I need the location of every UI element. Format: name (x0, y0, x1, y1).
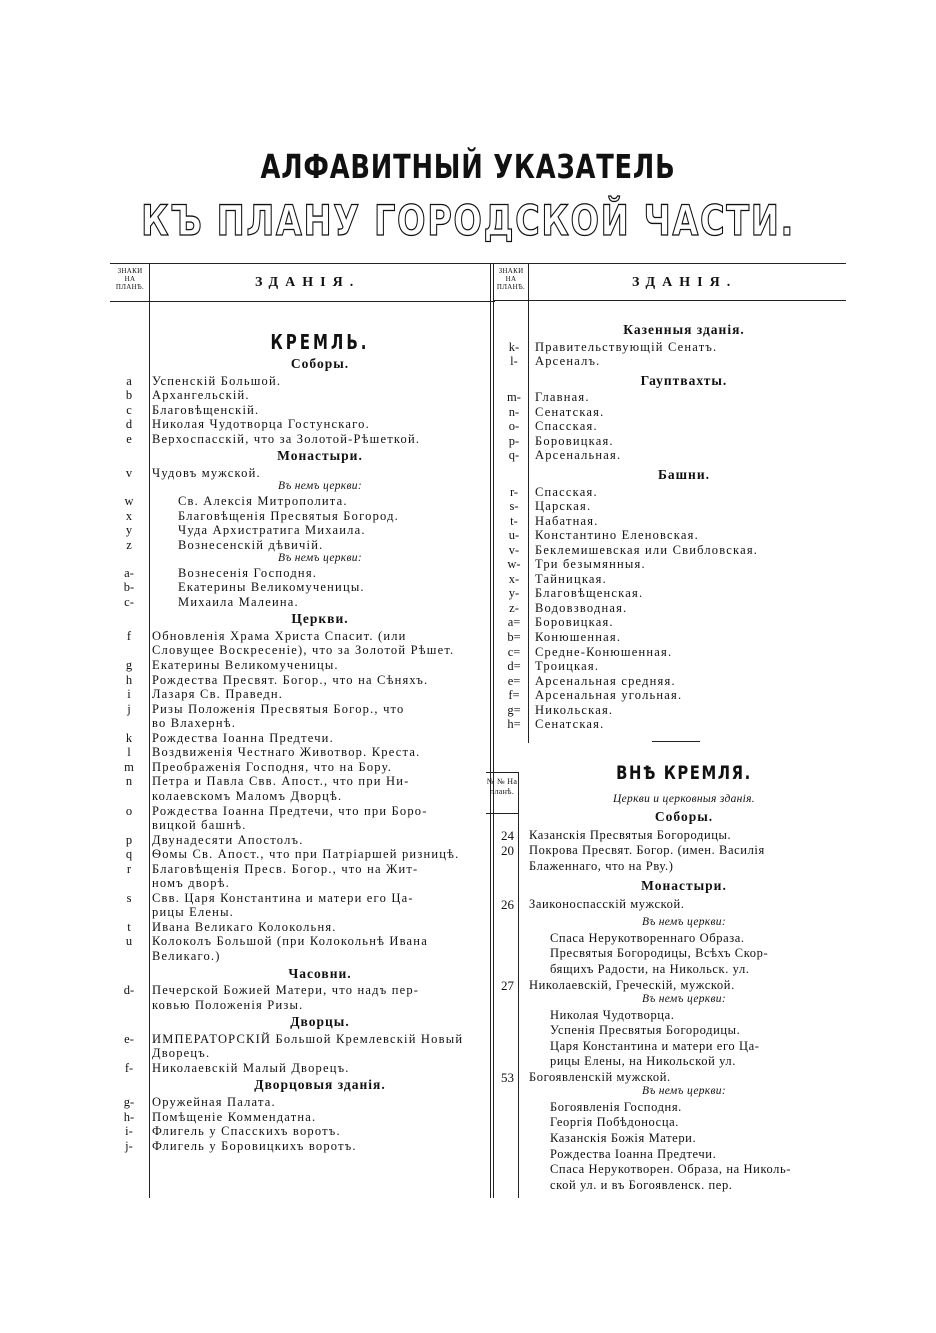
sub-heading: Въ немъ церкви: (642, 1085, 726, 1098)
section-heading: Дворцовыя зданія. (254, 1077, 386, 1093)
left-header-rule (110, 301, 495, 302)
list-item-text-cont: бящихъ Радости, на Никольск. ул. (550, 961, 750, 976)
list-item-mark: o- (508, 419, 520, 434)
num-header: № № На планѣ. (486, 777, 518, 796)
list-item-text: Чудовъ мужской. (152, 465, 261, 480)
sub-heading: Въ немъ церкви: (278, 552, 362, 565)
list-item-text: Ризы Положенія Пресвятыя Богор., что (152, 701, 405, 716)
list-item-text: Царская. (535, 499, 592, 514)
list-item-mark: e (126, 431, 132, 446)
list-item-text-cont: Дворецъ. (152, 1046, 211, 1061)
list-item-text: Николая Чудотворца. (550, 1007, 675, 1022)
list-item-number: 20 (501, 843, 514, 859)
section-divider-rule (652, 741, 700, 742)
list-item-text-cont: номъ дворѣ. (152, 876, 230, 891)
list-item-mark: w (124, 493, 134, 508)
list-item-text: Св. Алексія Митрополита. (178, 493, 348, 508)
list-item-text-cont: ковью Положенія Ризы. (152, 997, 304, 1012)
list-item-mark: h (125, 672, 133, 687)
column-divider-a (490, 263, 491, 1198)
list-item-text: Верхоспасскій, что за Золотой-Рѣшеткой. (152, 431, 421, 446)
left-buildings-header: ЗДАНІЯ. (255, 275, 361, 290)
list-item-mark: j (127, 701, 131, 716)
list-item-number: 27 (501, 977, 514, 993)
list-item-text: Благовѣщенія Пресвятыя Богород. (178, 508, 399, 523)
list-item-text: Спасская. (535, 484, 598, 499)
list-item-text: Арсенальная. (535, 448, 622, 463)
list-item-mark: o (125, 803, 133, 818)
list-item-mark: n (125, 774, 133, 789)
list-item-mark: v- (508, 542, 520, 557)
list-item-mark: h= (507, 717, 521, 732)
list-item-text: Чуда Архистратига Михаила. (178, 523, 366, 538)
list-item-text: Сенатская. (535, 717, 605, 732)
list-item-text: Николаевскій, Греческій, мужской. (529, 977, 735, 992)
list-item-text: Ѳомы Св. Апост., что при Патріаршей ризницѣ. (152, 847, 460, 862)
list-item-mark: p (125, 832, 133, 847)
list-item-mark: f (126, 628, 132, 643)
list-item-text: Богоявленія Господня. (550, 1099, 682, 1114)
list-item-mark: a (126, 373, 132, 388)
section-heading: Казенныя зданія. (623, 322, 745, 337)
list-item-text: Арсенальная угольная. (535, 688, 683, 703)
list-item-mark: g (125, 658, 133, 672)
list-item-mark: g= (507, 702, 521, 717)
list-item-mark: w- (507, 557, 521, 572)
list-item-text: Рождества Іоанна Предтечи, что при Боро- (152, 803, 428, 818)
list-item-mark: m- (507, 390, 521, 405)
list-item-text: Казанскія Божія Матери. (550, 1131, 697, 1145)
list-item-text: Спаса Нерукотворен. Образа, на Николь- (550, 1162, 792, 1177)
list-item-mark: i- (125, 1124, 133, 1139)
list-item-text: Обновленія Храма Христа Спасит. (или (152, 628, 407, 643)
list-item-text: Георгія Побѣдоносца. (550, 1115, 679, 1130)
list-item-mark: z- (509, 600, 519, 615)
list-item-text: Заиконоспасскій мужской. (529, 896, 685, 911)
list-item-mark: z (126, 537, 132, 552)
list-item-mark: k (125, 730, 133, 745)
right-marks-header: ЗНАКИ НА ПЛАНѢ. (496, 267, 526, 291)
list-item-text: Успенскій Большой. (152, 373, 282, 388)
section-heading: Гауптвахты. (640, 372, 728, 388)
list-item-text: Арсеналъ. (535, 354, 601, 369)
list-item-mark: y- (508, 586, 520, 601)
list-item-mark: m (124, 759, 134, 774)
kreml-heading: КРЕМЛЬ. (270, 330, 370, 354)
list-item-text: Архангельскій. (152, 388, 250, 403)
list-item-mark: e= (507, 673, 521, 688)
list-item-text: Царя Константина и матери его Ца- (550, 1038, 760, 1053)
list-item-mark: b= (507, 630, 521, 644)
list-item-text: Флигель у Боровицкихъ воротъ. (152, 1138, 357, 1153)
list-item-mark: y (125, 523, 133, 538)
list-item-text: Беклемишевская или Свибловская. (535, 542, 759, 557)
list-item-text: ИМПЕРАТОРСКІЙ Большой Кремлевскій Новый (152, 1031, 464, 1046)
list-item-text: Флигель у Спасскихъ воротъ. (152, 1124, 341, 1139)
list-item-mark: u- (508, 528, 520, 543)
list-item-mark: t- (510, 513, 518, 528)
list-item-text: Сенатская. (535, 404, 605, 419)
list-item-text: Николая Чудотворца Гостунскаго. (152, 417, 370, 432)
right-buildings-header: ЗДАНІЯ. (632, 275, 738, 290)
vne-subheading: Церкви и церковныя зданія. (613, 793, 755, 805)
list-item-mark: d (125, 417, 133, 432)
list-item-text-cont: Блаженнаго, что на Рву.) (529, 858, 674, 873)
section-heading: Монастыри. (277, 448, 363, 464)
section-heading: Дворцы. (290, 1014, 350, 1030)
list-item-text: Оружейная Палата. (152, 1094, 276, 1109)
list-item-mark: s (126, 890, 132, 905)
sub-heading: Въ немъ церкви: (278, 480, 362, 493)
list-item-text: Спасская. (535, 419, 598, 434)
list-item-mark: k- (508, 339, 520, 354)
list-item-text: Казанскія Пресвятыя Богородицы. (529, 827, 732, 842)
list-item-text: Печерской Божией Матери, что надъ пер- (152, 983, 420, 998)
list-item-text: Арсенальная средняя. (535, 673, 676, 688)
list-item-mark: f- (124, 1060, 134, 1075)
list-item-text: Екатерины Великомученицы. (178, 580, 365, 595)
list-item-mark: q- (508, 448, 520, 463)
sub-heading: Въ немъ церкви: (642, 993, 726, 1006)
list-item-mark: s- (509, 499, 519, 514)
table-top-rule (110, 263, 846, 264)
list-item-mark: j- (125, 1138, 133, 1153)
list-item-mark: r (126, 861, 132, 876)
list-item-mark: f= (508, 688, 520, 703)
section-heading: Монастыри. (641, 878, 727, 894)
list-item-text: Константино Еленовская. (535, 528, 699, 543)
list-item-text: Благовѣщенія Пресв. Богор., что на Жит- (152, 861, 419, 876)
list-item-text: Благовѣщенскій. (152, 402, 260, 417)
list-item-text: Покрова Пресвят. Богор. (имен. Василія (529, 843, 765, 858)
list-item-text: Николаевскій Малый Дворецъ. (152, 1060, 350, 1075)
list-item-text: Водовзводная. (535, 600, 628, 615)
list-item-text: Екатерины Великомученицы. (152, 658, 339, 672)
list-item-text: Боровицкая. (535, 615, 614, 630)
list-item-mark: c= (507, 644, 521, 659)
list-item-text: Правительствующій Сенатъ. (535, 339, 718, 354)
list-item-text: Лазаря Св. Праведн. (152, 687, 284, 702)
list-item-mark: d- (123, 983, 135, 998)
list-item-mark: a= (507, 615, 521, 630)
list-item-text: Колоколъ Большой (при Колокольнѣ Ивана (152, 934, 428, 949)
list-item-mark: a- (124, 565, 134, 580)
list-item-text: Рождества Іоанна Предтечи. (550, 1146, 717, 1161)
list-item-text-cont: Словущее Воскресеніе), что за Золотой Рѣшет. (152, 643, 455, 658)
list-item-text: Средне-Конюшенная. (535, 644, 673, 659)
section-heading: Церкви. (291, 611, 349, 627)
list-item-mark: c (126, 402, 132, 417)
section-heading: Часовни. (288, 965, 352, 981)
column-divider-b (493, 263, 494, 1198)
num-header-top-rule (486, 772, 518, 773)
list-item-text: Пресвятыя Богородицы, Всѣхъ Скор- (550, 946, 769, 961)
list-item-text-cont: рицы Елены. (152, 905, 234, 920)
list-item-text-cont: во Влахернѣ. (152, 716, 237, 731)
list-item-text: Богоявленскій мужской. (529, 1069, 671, 1084)
list-item-mark: v (125, 465, 133, 480)
list-item-mark: x- (508, 571, 520, 586)
list-item-text: Тайницкая. (535, 571, 607, 586)
list-item-text-cont: Великаго.) (152, 949, 221, 963)
page-title: АЛФАВИТНЫЙ УКАЗАТЕЛЬ (260, 147, 676, 186)
list-item-mark: d= (507, 659, 521, 674)
list-item-number: 53 (501, 1069, 514, 1085)
list-item-number: 26 (501, 896, 514, 912)
section-heading: Соборы. (654, 809, 714, 824)
list-item-text: Успенія Пресвятыя Богородицы. (550, 1023, 741, 1038)
left-marks-header: ЗНАКИ НА ПЛАНѢ. (115, 267, 145, 291)
list-item-text: Набатная. (535, 513, 599, 528)
list-item-text: Рождества Пресвят. Богор., что на Сѣняхъ. (152, 672, 429, 687)
list-item-mark: g- (123, 1094, 135, 1109)
list-item-mark: p- (508, 433, 520, 448)
list-item-text: Свв. Царя Константина и матери его Ца- (152, 890, 414, 905)
list-item-text: Никольская. (535, 702, 614, 717)
list-item-text-cont: ской ул. и въ Богоявленск. пер. (550, 1177, 733, 1192)
list-item-text: Михаила Малеина. (178, 594, 299, 609)
section-heading: Соборы. (290, 356, 350, 371)
list-item-text: Ивана Великаго Колокольня. (152, 919, 337, 934)
page-subtitle: КЪ ПЛАНУ ГОРОДСКОЙ ЧАСТИ. (141, 196, 795, 245)
list-item-mark: n- (508, 404, 520, 419)
list-item-mark: t (127, 919, 131, 934)
list-item-text: Воздвиженія Честнаго Животвор. Креста. (152, 745, 421, 760)
list-item-mark: i (127, 687, 131, 702)
list-item-text-cont: рицы Елены, на Никольской ул. (550, 1054, 736, 1069)
list-item-text: Вознесенскій дѣвичій. (178, 537, 324, 552)
list-item-mark: x (125, 508, 133, 523)
list-item-number: 24 (501, 827, 514, 843)
section-heading: Башни. (657, 466, 710, 482)
list-item-text: Боровицкая. (535, 433, 614, 448)
list-item-text: Помѣщеніе Коммендатна. (152, 1109, 317, 1124)
right-num-divider (518, 772, 519, 1198)
sub-heading: Въ немъ церкви: (642, 916, 726, 929)
list-item-mark: r- (509, 484, 519, 499)
list-item-mark: b- (123, 580, 135, 595)
list-item-text: Троицкая. (535, 659, 600, 674)
num-header-bottom-rule (486, 813, 518, 814)
list-item-text: Конюшенная. (535, 630, 622, 644)
right-header-rule (493, 300, 846, 301)
list-item-text: Главная. (535, 390, 590, 405)
list-item-text: Спаса Нерукотвореннаго Образа. (550, 930, 745, 945)
list-item-mark: u (125, 934, 133, 949)
list-item-text: Преображенія Господня, что на Бору. (152, 759, 393, 774)
list-item-mark: e- (124, 1031, 134, 1046)
list-item-mark: l (127, 745, 131, 760)
list-item-mark: b (125, 388, 133, 403)
list-item-mark: l- (510, 354, 518, 369)
list-item-mark: q (125, 847, 133, 862)
list-item-text: Благовѣщенская. (535, 586, 644, 601)
vne-kremlya-heading: ВНѢ КРЕМЛЯ. (616, 762, 752, 784)
list-item-text-cont: вицкой башнѣ. (152, 818, 247, 833)
list-item-mark: c- (124, 594, 134, 609)
list-item-text: Три безымянныя. (535, 557, 646, 572)
list-item-text-cont: колаевскомъ Маломъ Дворцѣ. (152, 788, 343, 803)
list-item-text: Двунадесяти Апостолъ. (152, 832, 304, 847)
list-item-text: Рождества Іоанна Предтечи. (152, 730, 334, 745)
list-item-text: Вознесенія Господня. (178, 565, 318, 580)
list-item-text: Петра и Павла Свв. Апост., что при Ни- (152, 774, 410, 789)
list-item-mark: h- (123, 1109, 135, 1124)
